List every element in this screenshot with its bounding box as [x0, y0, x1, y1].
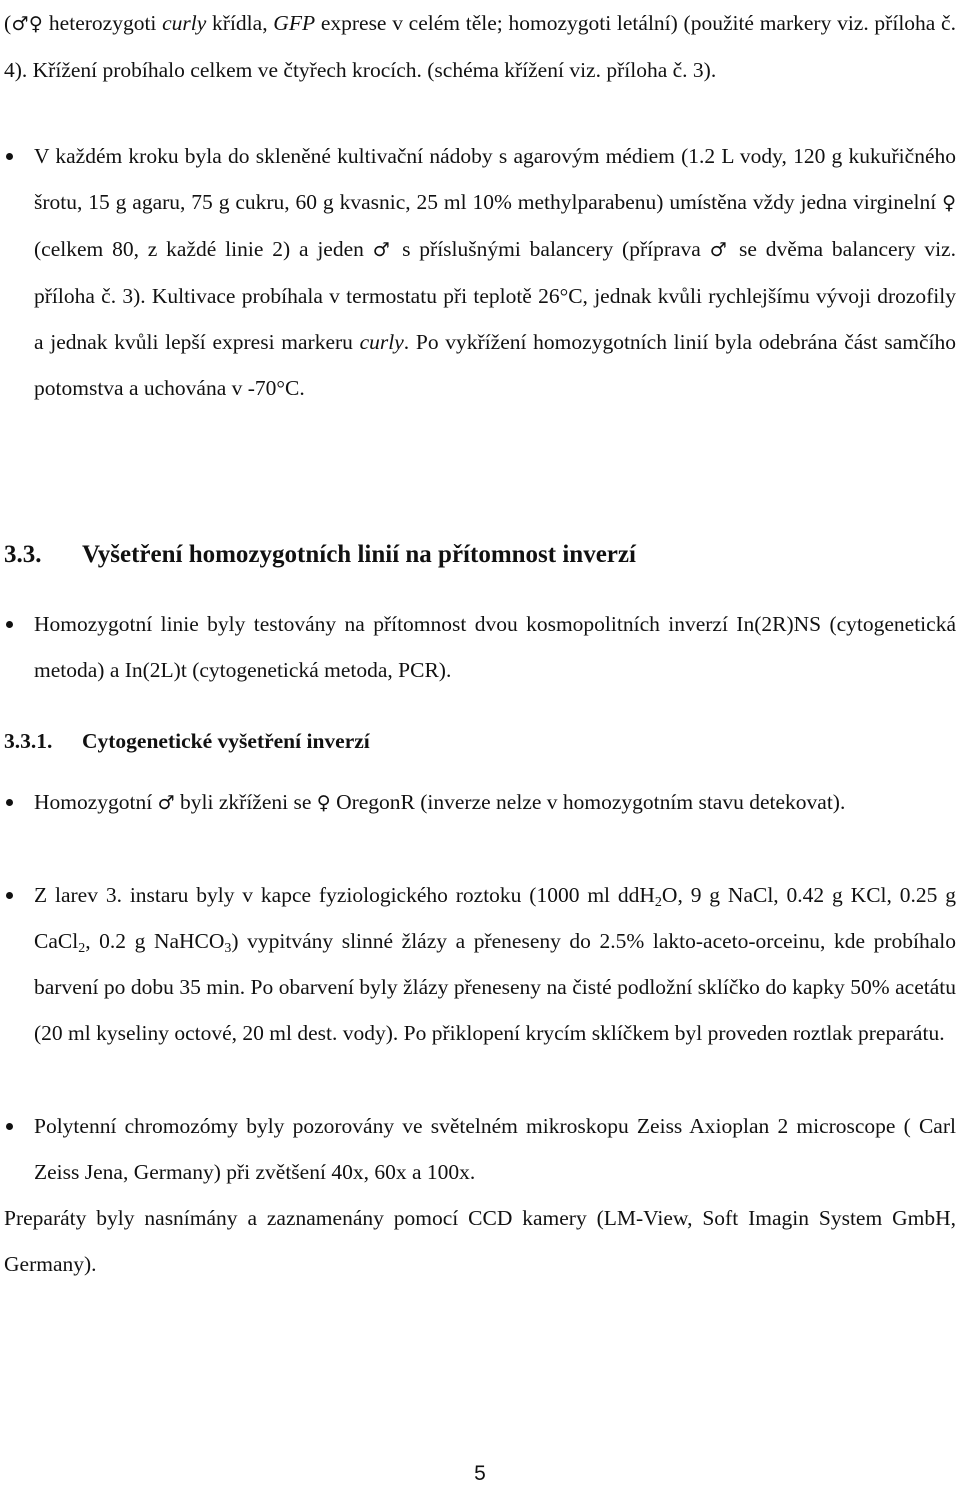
female-symbol-icon: ♀ — [28, 13, 44, 35]
bullet-dot-icon — [6, 1123, 13, 1130]
text-fragment: OregonR (inverze nelze v homozygotním stavu detekovat). — [330, 790, 846, 814]
bullet-cultivation — [4, 133, 956, 411]
text-fragment: heterozygoti — [43, 11, 163, 35]
text-fragment: , 0.2 g NaHCO — [85, 929, 225, 953]
subscript: 3 — [224, 941, 232, 956]
text-fragment: Polytenní chromozómy byly pozorovány ve světelném mikroskopu Zeiss Axioplan 2 microscope ( Carl Zeiss Jena, Germany) při zvětšení 40x, 60x a 100x. — [34, 1114, 956, 1184]
bullet-dot-icon — [6, 799, 13, 806]
text-fragment: ) vypitvány slinné žlázy a přeneseny do 2.5% lakto-aceto-orceinu, kde probíhalo barvení po dobu 35 min. Po obarvení byly žlázy přeneseny na čisté podložní sklíčko do kapky 50% acetátu (20 ml kyseliny octové, 20 ml dest. vody). Po přiklopení krycím sklíčkem byl proveden roztlak preparátu. — [34, 929, 956, 1045]
text-fragment: Preparáty byly nasnímány a zaznamenány pomocí CCD kamery (LM-View, Soft Imagin System GmbH, Germany). — [4, 1206, 956, 1276]
bullet-dot-icon — [6, 892, 13, 899]
female-symbol-icon: ♀ — [316, 792, 331, 814]
closing-paragraph — [4, 1195, 956, 1287]
male-symbol-icon: ♂ — [11, 13, 29, 35]
page-number: 5 — [474, 1462, 486, 1485]
intro-paragraph — [4, 0, 956, 93]
section-title: Vyšetření homozygotních linií na přítomnost inverzí — [82, 541, 636, 568]
section-title: Cytogenetické vyšetření inverzí — [82, 729, 370, 753]
bullet-salivary-glands — [4, 872, 956, 1056]
male-symbol-icon: ♂ — [709, 239, 731, 261]
text-fragment: V každém kroku byla do skleněné kultivační nádoby s agarovým médiem (1.2 L vody, 120 g kukuřičného šrotu, 15 g agaru, 75 g cukru, 60 g kvasnic, 25 ml 10% methylparabenu) umístěna vždy jedna virginelní — [34, 144, 956, 214]
text-fragment: exprese v celém těle; homozygoti letální) (použité markery viz. příloha č. 4). Křížení probíhalo celkem ve čtyřech krocích. (schéma křížení viz. příloha č. 3). — [4, 11, 956, 82]
marker-name-curly: curly — [162, 11, 207, 35]
section-number: 3.3.1. — [4, 729, 53, 753]
text-fragment: (celkem 80, z každé linie 2) a jeden — [34, 237, 373, 261]
male-symbol-icon: ♂ — [157, 792, 175, 814]
text-fragment: . Po vykřížení homozygotních linií byla odebrána část samčího potomstva a uchována v -70°C. — [34, 330, 956, 400]
subscript: 2 — [654, 895, 662, 910]
text-fragment: křídla, — [206, 11, 274, 35]
male-symbol-icon: ♂ — [372, 239, 394, 261]
section-number: 3.3. — [4, 541, 42, 568]
text-fragment: Homozygotní linie byly testovány na přítomnost dvou kosmopolitních inverzí In(2R)NS (cytogenetická metoda) a In(2L)t (cytogenetická metoda, PCR). — [34, 612, 956, 682]
bullet-homozygous-lines — [4, 601, 956, 693]
female-symbol-icon: ♀ — [942, 192, 956, 214]
bullet-crossing — [4, 779, 956, 826]
bullet-dot-icon — [6, 621, 13, 628]
text-fragment: ( — [4, 11, 12, 35]
text-fragment: s příslušnými balancery (příprava — [393, 237, 710, 261]
text-fragment: O, 9 g NaCl, 0.42 g KCl, 0.25 g CaCl — [34, 883, 956, 953]
text-fragment: se dvěma balancery viz. příloha č. 3). Kultivace probíhala v termostatu při teplotě 26°C, jednak kvůli rychlejšímu vývoji drozofily a jednak kvůli lepší expresi markeru — [34, 237, 956, 354]
bullet-microscope — [4, 1103, 956, 1195]
text-fragment: byli zkříženi se — [174, 790, 317, 814]
marker-name-gfp: GFP — [273, 11, 316, 35]
subscript: 2 — [78, 941, 86, 956]
text-fragment: Homozygotní — [34, 790, 158, 814]
marker-name-curly: curly — [359, 330, 404, 354]
section-heading-3-3-1 — [4, 729, 370, 754]
bullet-dot-icon — [6, 153, 13, 160]
section-heading-3-3 — [4, 541, 636, 569]
text-fragment: Z larev 3. instaru byly v kapce fyziologického roztoku (1000 ml ddH — [34, 883, 655, 907]
